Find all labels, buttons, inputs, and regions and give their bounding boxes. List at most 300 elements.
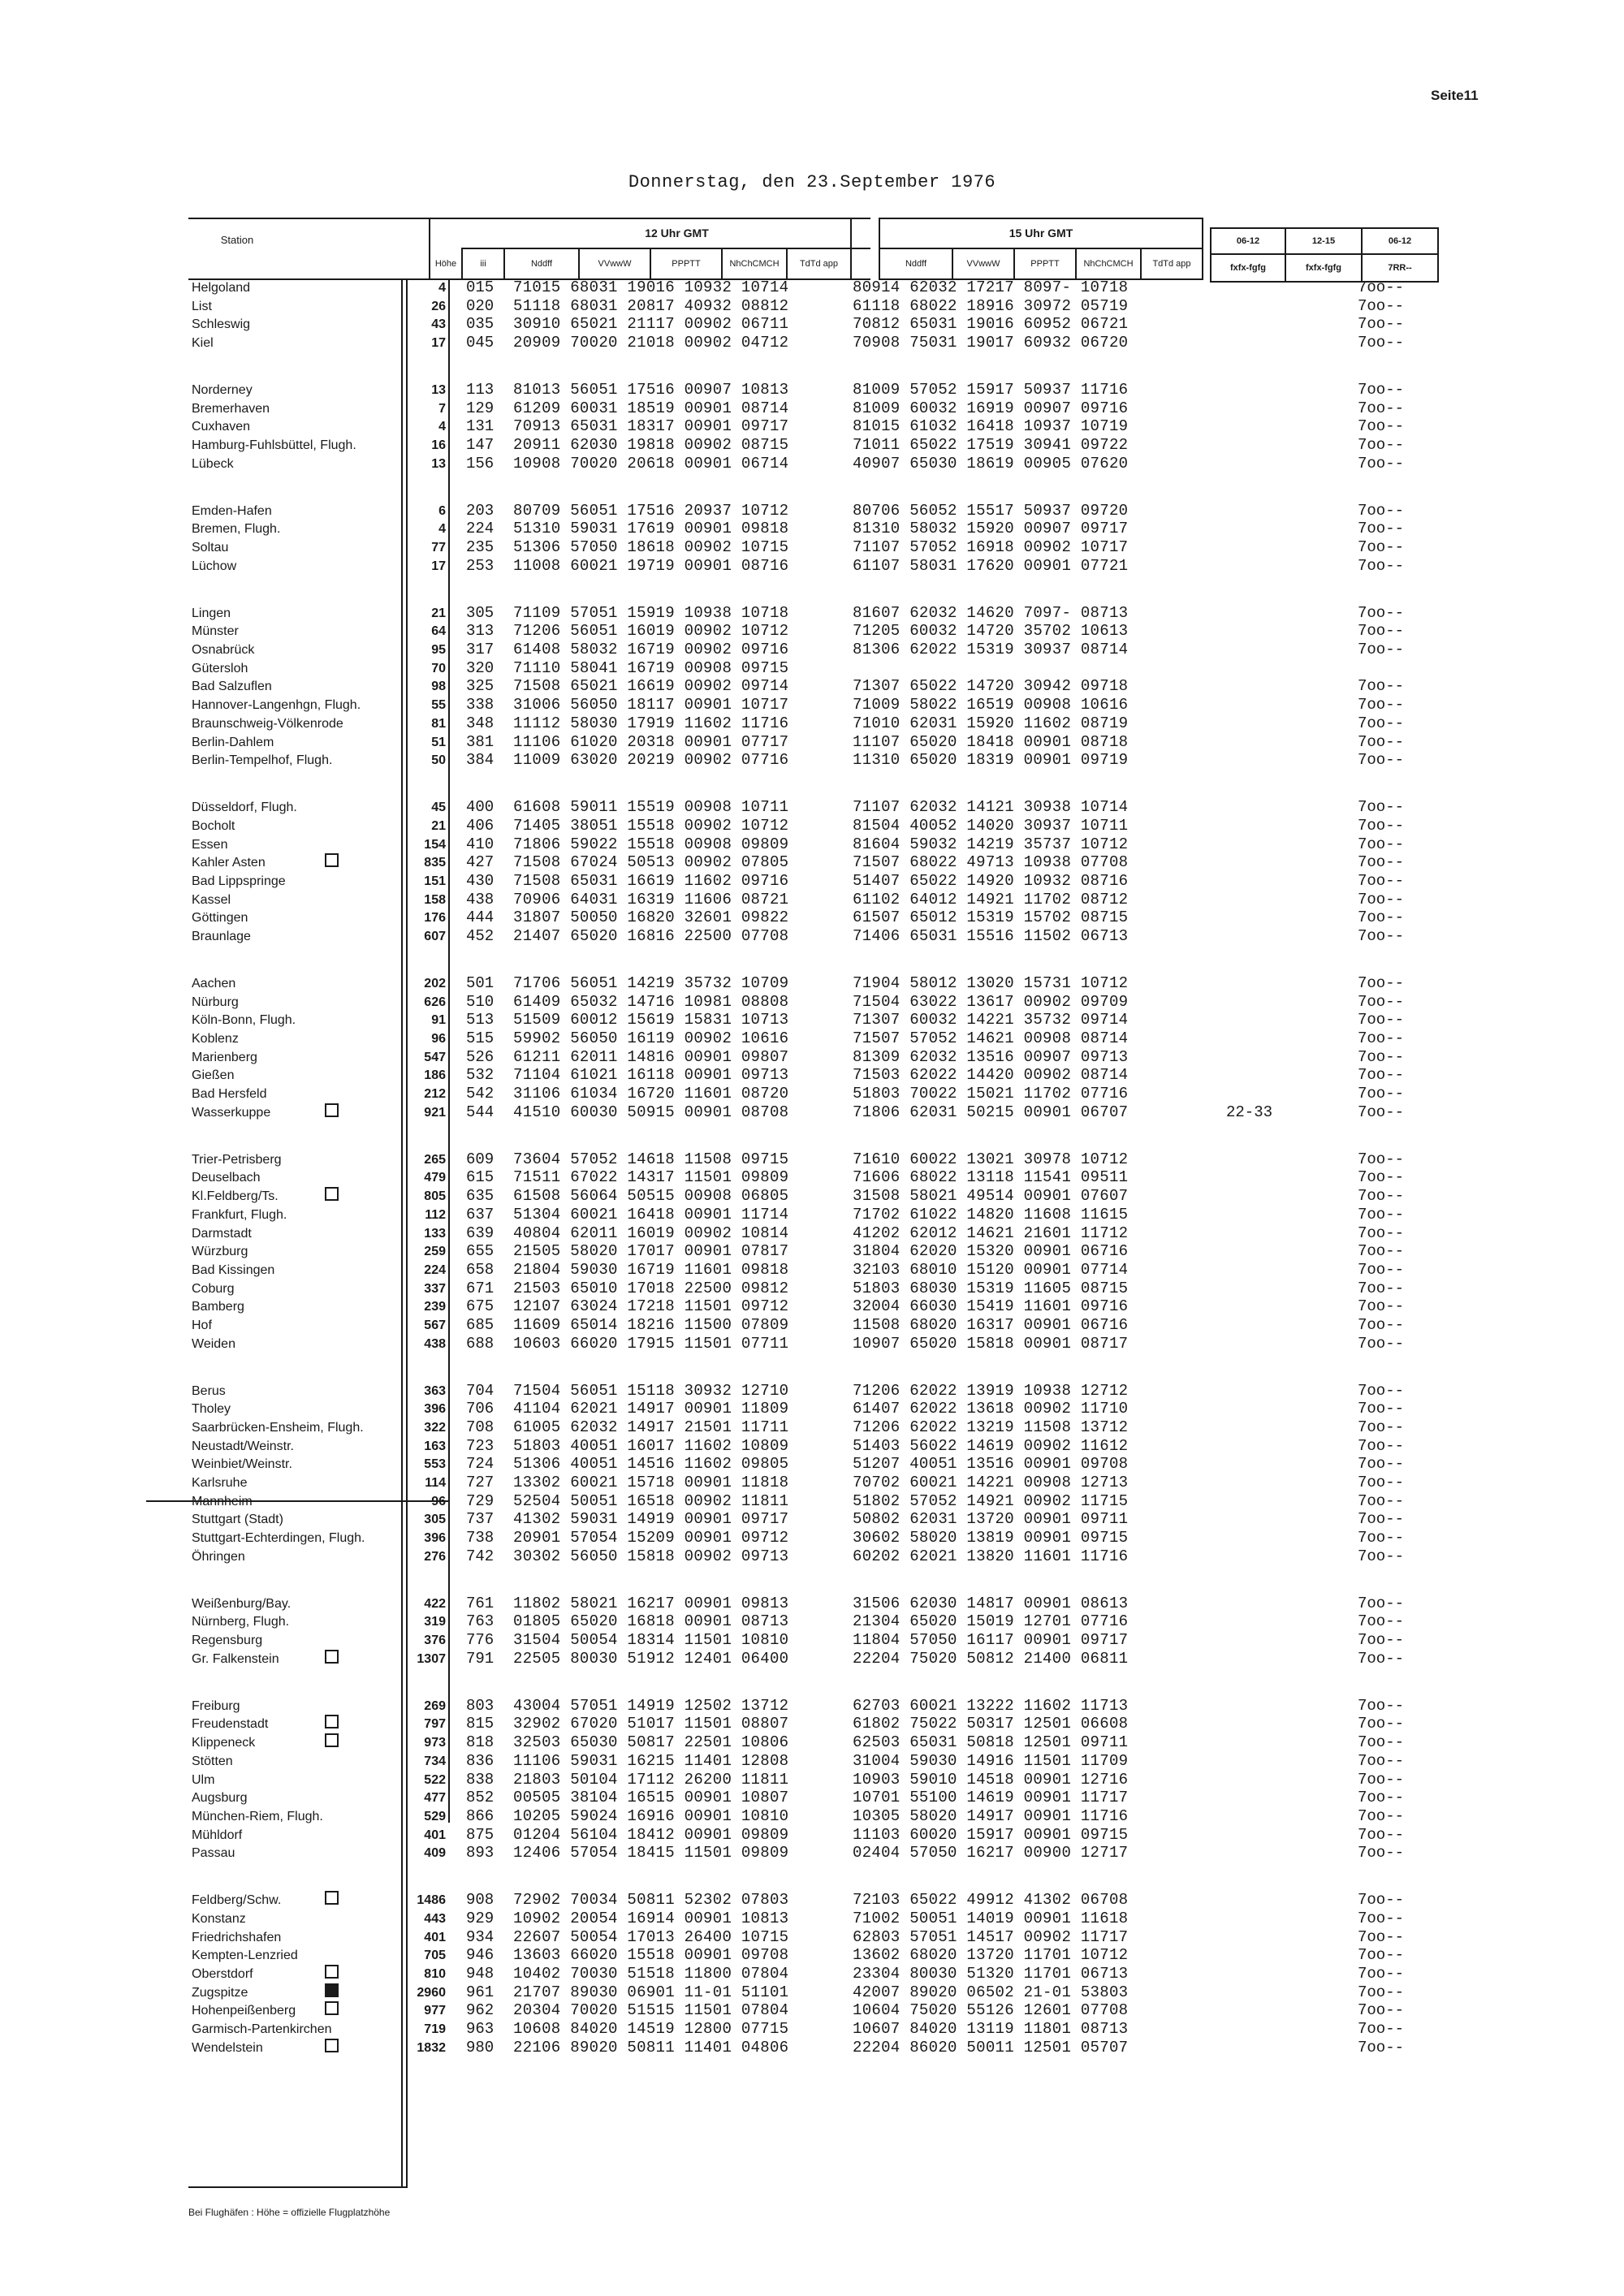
station-height: 1307 (417, 1652, 446, 1666)
table-row (0, 1418, 1624, 1437)
extra-7rr: 7oo-- (1358, 334, 1405, 352)
group-15-utc: 81309 62032 13516 00907 09713 (853, 1048, 1129, 1066)
extra-06-12: 22-33 (1226, 1103, 1273, 1121)
station-name: Emden-Hafen (192, 504, 272, 518)
extra-7rr: 7oo-- (1358, 1733, 1405, 1751)
group-15-utc: 41202 62012 14621 21601 11712 (853, 1224, 1129, 1242)
station-name: Darmstadt (192, 1227, 252, 1241)
group-15-utc: 71503 62022 14420 00902 08714 (853, 1066, 1129, 1084)
station-height: 186 (424, 1068, 446, 1082)
station-height: 112 (425, 1208, 446, 1222)
station-height: 810 (424, 1967, 446, 1981)
extra-7rr: 7oo-- (1358, 1224, 1405, 1242)
station-height: 91 (431, 1013, 446, 1027)
extra-7rr: 7oo-- (1358, 417, 1405, 435)
station-name: Gr. Falkenstein (192, 1652, 279, 1666)
station-height: 96 (431, 1032, 446, 1046)
extra-7rr: 7oo-- (1358, 1297, 1405, 1315)
station-name: Neustadt/Weinstr. (192, 1439, 294, 1453)
group-15-utc: 71610 60022 13021 30978 10712 (853, 1150, 1129, 1168)
table-row (0, 798, 1624, 817)
station-height: 45 (431, 801, 446, 814)
station-height: 21 (431, 819, 446, 833)
group-12-utc: 20304 70020 51515 11501 07804 (513, 2001, 789, 2019)
table-row (0, 1261, 1624, 1280)
group-12-utc: 71206 56051 16019 00902 10712 (513, 622, 789, 640)
group-12-utc: 10608 84020 14519 12800 07715 (513, 2020, 789, 2038)
station-height: 151 (424, 874, 446, 888)
extra-7rr: 7oo-- (1358, 1048, 1405, 1066)
extra-7rr: 7oo-- (1358, 677, 1405, 695)
header-15-c2: VVwwW (966, 259, 1000, 269)
group-15-utc: 42007 89020 06502 21-01 53803 (853, 1983, 1129, 2001)
table-row (0, 1224, 1624, 1243)
table-row (0, 1807, 1624, 1826)
station-number: 400 (466, 798, 495, 816)
group-15-utc: 61407 62022 13618 00902 11710 (853, 1400, 1129, 1418)
group-12-utc: 11112 58030 17919 11602 11716 (513, 714, 789, 732)
group-15-utc: 71904 58012 13020 15731 10712 (853, 974, 1129, 992)
table-row (0, 417, 1624, 436)
station-number: 515 (466, 1029, 495, 1047)
station-height: 409 (424, 1846, 446, 1860)
group-12-utc: 51803 40051 16017 11602 10809 (513, 1437, 789, 1455)
group-15-utc: 02404 57050 16217 00900 12717 (853, 1844, 1129, 1862)
extra-7rr: 7oo-- (1358, 1595, 1405, 1612)
station-name: Klippeneck (192, 1736, 256, 1750)
station-number: 706 (466, 1400, 495, 1418)
group-15-utc: 23304 80030 51320 11701 06713 (853, 1965, 1129, 1983)
extra-7rr: 7oo-- (1358, 297, 1405, 315)
table-row (0, 622, 1624, 641)
extra-7rr: 7oo-- (1358, 1242, 1405, 1260)
station-number: 313 (466, 622, 495, 640)
station-number: 532 (466, 1066, 495, 1084)
table-row (0, 1529, 1624, 1547)
station-number: 818 (466, 1733, 495, 1751)
station-number: 980 (466, 2039, 495, 2056)
group-15-utc: 51207 40051 13516 00901 09708 (853, 1455, 1129, 1473)
group-12-utc: 71806 59022 15518 00908 09809 (513, 835, 789, 853)
group-12-utc: 30302 56050 15818 00902 09713 (513, 1547, 789, 1565)
extra-7rr: 7oo-- (1358, 1206, 1405, 1224)
group-15-utc: 31506 62030 14817 00901 08613 (853, 1595, 1129, 1612)
station-height: 921 (424, 1106, 446, 1120)
station-height: 7 (438, 402, 446, 416)
station-number: 381 (466, 733, 495, 751)
extra-7rr: 7oo-- (1358, 1187, 1405, 1205)
header-12-c2: VVwwW (598, 259, 632, 269)
station-number: 962 (466, 2001, 495, 2019)
table-row (0, 1771, 1624, 1789)
extra-7rr: 7oo-- (1358, 1650, 1405, 1668)
station-height: 477 (424, 1791, 446, 1805)
table-row (0, 1103, 1624, 1122)
group-15-utc: 11310 65020 18319 00901 09719 (853, 751, 1129, 769)
station-height: 438 (424, 1337, 446, 1351)
station-height: 396 (424, 1402, 446, 1416)
group-15-utc: 51407 65022 14920 10932 08716 (853, 872, 1129, 890)
station-name: Göttingen (192, 911, 248, 925)
station-height: 81 (431, 717, 446, 731)
station-height: 55 (431, 698, 446, 712)
station-number: 815 (466, 1715, 495, 1733)
group-15-utc: 11804 57050 16117 00901 09717 (853, 1631, 1129, 1649)
table-row (0, 1510, 1624, 1529)
station-height: 133 (424, 1227, 446, 1241)
station-name: Stuttgart (Stadt) (192, 1513, 283, 1526)
station-name: Braunschweig-Völkenrode (192, 717, 343, 731)
group-15-utc: 71806 62031 50215 00901 06707 (853, 1103, 1129, 1121)
group-12-utc: 11008 60021 19719 00901 08716 (513, 557, 789, 575)
header-12-c4: NhChCMCH (729, 259, 780, 269)
table-row (0, 891, 1624, 909)
header-extra-1: 06-12 (1236, 236, 1260, 246)
station-height: 734 (424, 1754, 446, 1768)
station-name: Ulm (192, 1773, 215, 1787)
group-12-utc: 20901 57054 15209 00901 09712 (513, 1529, 789, 1547)
table-row (0, 399, 1624, 418)
station-height: 202 (424, 977, 446, 990)
group-15-utc: 71702 61022 14820 11608 11615 (853, 1206, 1129, 1224)
group-12-utc: 61608 59011 15519 00908 10711 (513, 798, 789, 816)
table-row (0, 381, 1624, 399)
group-12-utc: 51306 40051 14516 11602 09805 (513, 1455, 789, 1473)
station-number: 147 (466, 436, 495, 454)
station-name: Lüchow (192, 559, 237, 573)
station-name: Koblenz (192, 1032, 239, 1046)
group-12-utc: 71504 56051 15118 30932 12710 (513, 1382, 789, 1400)
station-name: Bad Kissingen (192, 1263, 275, 1277)
extra-7rr: 7oo-- (1358, 1826, 1405, 1844)
station-name: Norderney (192, 383, 253, 397)
group-15-utc: 62503 65031 50818 12501 09711 (853, 1733, 1129, 1751)
extra-7rr: 7oo-- (1358, 1066, 1405, 1084)
extra-7rr: 7oo-- (1358, 1418, 1405, 1436)
group-12-utc: 11009 63020 20219 00902 07716 (513, 751, 789, 769)
station-number: 406 (466, 817, 495, 835)
station-height: 973 (424, 1736, 446, 1750)
group-12-utc: 10603 66020 17915 11501 07711 (513, 1335, 789, 1353)
station-number: 305 (466, 604, 495, 622)
table-row (0, 604, 1624, 623)
table-row (0, 1965, 1624, 1983)
station-height: 21 (431, 606, 446, 620)
open-square-icon (325, 1715, 339, 1728)
table-row (0, 1011, 1624, 1029)
group-12-utc: 00505 38104 16515 00901 10807 (513, 1789, 789, 1806)
station-number: 635 (466, 1187, 495, 1205)
group-12-utc: 71110 58041 16719 00908 09715 (513, 659, 789, 677)
station-height: 51 (431, 736, 446, 749)
station-height: 163 (424, 1439, 446, 1453)
table-row (0, 993, 1624, 1012)
station-number: 655 (466, 1242, 495, 1260)
station-name: Frankfurt, Flugh. (192, 1208, 287, 1222)
group-12-utc: 13302 60021 15718 00901 11818 (513, 1474, 789, 1491)
station-number: 542 (466, 1085, 495, 1103)
table-row (0, 908, 1624, 927)
station-name: Soltau (192, 541, 229, 555)
extra-7rr: 7oo-- (1358, 1261, 1405, 1279)
station-height: 176 (424, 911, 446, 925)
group-15-utc: 10604 75020 55126 12601 07708 (853, 2001, 1129, 2019)
station-height: 26 (431, 300, 446, 313)
table-row (0, 436, 1624, 455)
group-15-utc: 71205 60032 14720 35702 10613 (853, 622, 1129, 640)
group-15-utc: 50802 62031 13720 00901 09711 (853, 1510, 1129, 1528)
station-name: Lingen (192, 606, 231, 620)
group-12-utc: 01204 56104 18412 00901 09809 (513, 1826, 789, 1844)
group-12-utc: 31006 56050 18117 00901 10717 (513, 696, 789, 714)
extra-7rr: 7oo-- (1358, 436, 1405, 454)
table-row (0, 1437, 1624, 1456)
open-square-icon (325, 1187, 339, 1201)
table-row (0, 751, 1624, 770)
group-12-utc: 71109 57051 15919 10938 10718 (513, 604, 789, 622)
station-height: 376 (424, 1634, 446, 1647)
group-15-utc: 51403 56022 14619 00902 11612 (853, 1437, 1129, 1455)
table-row (0, 1547, 1624, 1566)
station-name: Bad Lippspringe (192, 874, 286, 888)
footnote: Bei Flughäfen : Höhe = offizielle Flugplatzhöhe (188, 2207, 391, 2218)
station-name: Weiden (192, 1337, 235, 1351)
extra-7rr: 7oo-- (1358, 1335, 1405, 1353)
extra-7rr: 7oo-- (1358, 1316, 1405, 1334)
extra-7rr: 7oo-- (1358, 1910, 1405, 1927)
group-12-utc: 71508 65031 16619 11602 09716 (513, 872, 789, 890)
station-number: 742 (466, 1547, 495, 1565)
group-12-utc: 21407 65020 16816 22500 07708 (513, 927, 789, 945)
header-extra-2: 12-15 (1311, 236, 1336, 246)
station-height: 43 (431, 317, 446, 331)
station-name: Münster (192, 624, 239, 638)
station-number: 727 (466, 1474, 495, 1491)
station-height: 4 (438, 522, 446, 536)
table-row (0, 502, 1624, 520)
extra-7rr: 7oo-- (1358, 1437, 1405, 1455)
group-12-utc: 20909 70020 21018 00902 04712 (513, 334, 789, 352)
extra-7rr: 7oo-- (1358, 1789, 1405, 1806)
station-name: Feldberg/Schw. (192, 1893, 282, 1907)
extra-7rr: 7oo-- (1358, 1807, 1405, 1825)
station-number: 934 (466, 1928, 495, 1946)
header-extra-2b: fxfx-fgfg (1306, 263, 1341, 273)
station-height: 6 (438, 504, 446, 518)
group-15-utc: 81504 40052 14020 30937 10711 (853, 817, 1129, 835)
group-15-utc: 71507 68022 49713 10938 07708 (853, 853, 1129, 871)
group-15-utc: 10701 55100 14619 00901 11717 (853, 1789, 1129, 1806)
group-12-utc: 21503 65010 17018 22500 09812 (513, 1280, 789, 1297)
table-row (0, 1733, 1624, 1752)
group-12-utc: 21803 50104 17112 26200 11811 (513, 1771, 789, 1789)
table-row (0, 1280, 1624, 1298)
station-number: 020 (466, 297, 495, 315)
table-row (0, 1150, 1624, 1169)
station-height: 553 (424, 1457, 446, 1471)
group-12-utc: 31504 50054 18314 11501 10810 (513, 1631, 789, 1649)
station-height: 422 (424, 1597, 446, 1611)
station-name: Kassel (192, 893, 231, 907)
station-name: Kahler Asten (192, 856, 266, 870)
header-15-c1: Nddff (905, 259, 927, 269)
extra-7rr: 7oo-- (1358, 1697, 1405, 1715)
group-12-utc: 71706 56051 14219 35732 10709 (513, 974, 789, 992)
station-height: 363 (424, 1384, 446, 1398)
extra-7rr: 7oo-- (1358, 835, 1405, 853)
station-name: Helgoland (192, 281, 251, 295)
station-number: 929 (466, 1910, 495, 1927)
group-12-utc: 51118 68031 20817 40932 08812 (513, 297, 789, 315)
group-12-utc: 70906 64031 16319 11606 08721 (513, 891, 789, 908)
station-name: Stötten (192, 1754, 233, 1768)
station-height: 4 (438, 420, 446, 434)
station-name: Nürburg (192, 995, 239, 1009)
table-row (0, 1335, 1624, 1353)
group-12-utc: 22505 80030 51912 12401 06400 (513, 1650, 789, 1668)
table-row (0, 1928, 1624, 1947)
extra-7rr: 7oo-- (1358, 1029, 1405, 1047)
group-12-utc: 59902 56050 16119 00902 10616 (513, 1029, 789, 1047)
extra-7rr: 7oo-- (1358, 1891, 1405, 1909)
group-15-utc: 13602 68020 13720 11701 10712 (853, 1946, 1129, 1964)
station-number: 430 (466, 872, 495, 890)
extra-7rr: 7oo-- (1358, 538, 1405, 556)
station-height: 77 (431, 541, 446, 555)
header-station: Station (220, 233, 254, 246)
extra-7rr: 7oo-- (1358, 1612, 1405, 1630)
table-row (0, 1085, 1624, 1103)
station-name: Tholey (192, 1402, 231, 1416)
station-name: Hof (192, 1318, 212, 1332)
group-12-utc: 41104 62021 14917 00901 11809 (513, 1400, 789, 1418)
station-name: Hamburg-Fuhlsbüttel, Flugh. (192, 438, 356, 452)
station-number: 852 (466, 1789, 495, 1806)
table-row (0, 1066, 1624, 1085)
station-name: Bocholt (192, 819, 235, 833)
group-12-utc: 20911 62030 19818 00902 08715 (513, 436, 789, 454)
station-height: 224 (424, 1263, 446, 1277)
table-row (0, 677, 1624, 696)
station-number: 948 (466, 1965, 495, 1983)
extra-7rr: 7oo-- (1358, 455, 1405, 473)
group-12-utc: 43004 57051 14919 12502 13712 (513, 1697, 789, 1715)
station-number: 129 (466, 399, 495, 417)
group-12-utc: 11106 59031 16215 11401 12808 (513, 1752, 789, 1770)
group-15-utc: 31508 58021 49514 00901 07607 (853, 1187, 1129, 1205)
table-row (0, 835, 1624, 854)
header-extra-3b: 7RR-- (1388, 263, 1412, 273)
table-row (0, 1595, 1624, 1613)
group-12-utc: 10908 70020 20618 00901 06714 (513, 455, 789, 473)
open-square-icon (325, 1103, 339, 1117)
station-name: Essen (192, 838, 228, 852)
table-row (0, 1382, 1624, 1400)
station-name: Berus (192, 1384, 226, 1398)
group-12-utc: 71511 67022 14317 11501 09809 (513, 1168, 789, 1186)
table-row (0, 297, 1624, 316)
table-row (0, 1316, 1624, 1335)
table-row (0, 1891, 1624, 1910)
station-name: Hohenpeißenberg (192, 2004, 296, 2018)
extra-7rr: 7oo-- (1358, 2020, 1405, 2038)
page-number: Seite11 (1431, 88, 1479, 103)
table-row (0, 1983, 1624, 2002)
group-12-utc: 71015 68031 19016 10932 10714 (513, 278, 789, 296)
station-height: 259 (424, 1245, 446, 1258)
station-number: 776 (466, 1631, 495, 1649)
group-15-utc: 81306 62022 15319 30937 08714 (853, 641, 1129, 658)
station-height: 239 (424, 1300, 446, 1314)
group-12-utc: 41302 59031 14919 00901 09717 (513, 1510, 789, 1528)
group-12-utc: 61209 60031 18519 00901 08714 (513, 399, 789, 417)
open-square-icon (325, 1965, 339, 1979)
table-row (0, 2020, 1624, 2039)
station-height: 797 (424, 1717, 446, 1731)
station-number: 035 (466, 315, 495, 333)
station-number: 671 (466, 1280, 495, 1297)
header-15-uhr: 15 Uhr GMT (1009, 227, 1073, 240)
table-row (0, 1455, 1624, 1474)
station-number: 113 (466, 381, 495, 399)
table-row (0, 733, 1624, 752)
station-number: 803 (466, 1697, 495, 1715)
group-15-utc: 31004 59030 14916 11501 11709 (853, 1752, 1129, 1770)
extra-7rr: 7oo-- (1358, 1983, 1405, 2001)
group-15-utc: 10607 84020 13119 11801 08713 (853, 2020, 1129, 2038)
group-12-utc: 61508 56064 50515 00908 06805 (513, 1187, 789, 1205)
station-name: List (192, 300, 212, 313)
table-row (0, 538, 1624, 557)
group-12-utc: 13603 66020 15518 00901 09708 (513, 1946, 789, 1964)
group-15-utc: 62803 57051 14517 00902 11717 (853, 1928, 1129, 1946)
table-row (0, 853, 1624, 872)
station-number: 427 (466, 853, 495, 871)
group-15-utc: 81015 61032 16418 10937 10719 (853, 417, 1129, 435)
station-number: 253 (466, 557, 495, 575)
station-height: 50 (431, 753, 446, 767)
extra-7rr: 7oo-- (1358, 2001, 1405, 2019)
station-number: 761 (466, 1595, 495, 1612)
group-12-utc: 30910 65021 21117 00902 06711 (513, 315, 789, 333)
station-name: Deuselbach (192, 1171, 261, 1185)
group-15-utc: 81009 57052 15917 50937 11716 (853, 381, 1129, 399)
table-row (0, 1400, 1624, 1418)
extra-7rr: 7oo-- (1358, 399, 1405, 417)
station-name: Wasserkuppe (192, 1106, 271, 1120)
extra-7rr: 7oo-- (1358, 1715, 1405, 1733)
station-height: 276 (424, 1550, 446, 1564)
open-square-icon (325, 2001, 339, 2015)
station-name: Augsburg (192, 1791, 248, 1805)
table-row (0, 1187, 1624, 1206)
table-row (0, 1650, 1624, 1668)
station-height: 70 (431, 662, 446, 675)
group-15-utc: 61802 75022 50317 12501 06608 (853, 1715, 1129, 1733)
group-12-utc: 32902 67020 51017 11501 08807 (513, 1715, 789, 1733)
group-12-utc: 10902 20054 16914 00901 10813 (513, 1910, 789, 1927)
station-number: 708 (466, 1418, 495, 1436)
group-12-utc: 72902 70034 50811 52302 07803 (513, 1891, 789, 1909)
station-number: 637 (466, 1206, 495, 1224)
station-height: 154 (424, 838, 446, 852)
table-row (0, 714, 1624, 733)
group-15-utc: 72103 65022 49912 41302 06708 (853, 1891, 1129, 1909)
station-height: 396 (424, 1531, 446, 1545)
table-row (0, 1029, 1624, 1048)
group-12-utc: 61211 62011 14816 00901 09807 (513, 1048, 789, 1066)
extra-7rr: 7oo-- (1358, 927, 1405, 945)
